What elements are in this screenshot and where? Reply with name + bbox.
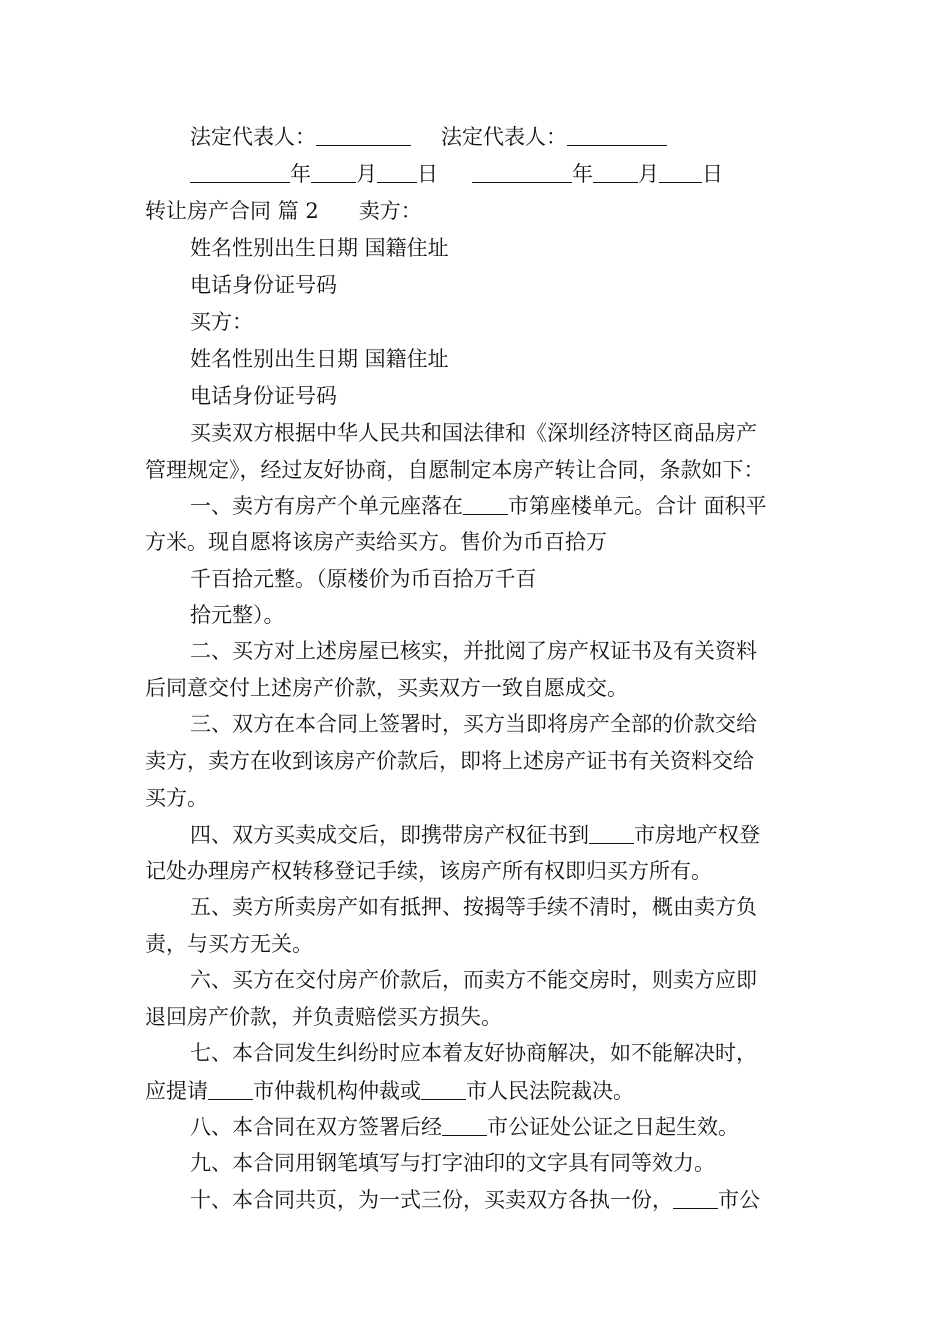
clause-6-line-1: 六、买方在交付房产价款后，而卖方不能交房时，则卖方应即 (190, 968, 757, 992)
day-label: 日 (417, 162, 438, 186)
clause-2-line-2: 后同意交付上述房产价款，买卖双方一致自愿成交。 (145, 676, 628, 700)
clause-5-line-2: 责，与买方无关。 (145, 932, 313, 956)
seller-fields-1: 姓名性别出生日期 国籍住址 (190, 236, 449, 260)
clause-1-text-a: 一、卖方有房产个单元座落在 (190, 494, 463, 518)
clause-9-line: 九、本合同用钢笔填写与打字油印的文字具有同等效力。 (190, 1151, 715, 1175)
clause-5-line-1: 五、卖方所卖房产如有抵押、按揭等手续不清时，概由卖方负 (190, 895, 757, 919)
clause-4-line-1 (190, 824, 760, 846)
seller-fields-2: 电话身份证号码 (190, 273, 337, 297)
clause-7-line-2 (145, 1080, 634, 1102)
intro-line-1: 买卖双方根据中华人民共和国法律和《深圳经济特区商品房产 (190, 421, 757, 445)
clause-3-line-2: 卖方，卖方在收到该房产价款后，即将上述房产证书有关资料交给 (145, 749, 754, 773)
clause-4-line-2: 记处办理房产权转移登记手续，该房产所有权即归买方所有。 (145, 859, 712, 883)
clause-8-text-a: 八、本合同在双方签署后经 (190, 1115, 442, 1139)
clause-3-line-3: 买方。 (145, 786, 208, 810)
month-label: 月 (638, 162, 659, 186)
clause-7-text-c: 市人民法院裁决。 (466, 1079, 634, 1103)
clause-10-text-a: 十、本合同共页，为一式三份，买卖双方各执一份， (190, 1188, 673, 1212)
contract-title: 转让房产合同 篇 2 (145, 199, 319, 223)
clause-4-text-a: 四、双方买卖成交后，即携带房产权征书到 (190, 823, 589, 847)
rep-label-right: 法定代表人： (441, 125, 567, 149)
buyer-label: 买方： (190, 310, 253, 334)
clause-7-line-1: 七、本合同发生纠纷时应本着友好协商解决，如不能解决时， (190, 1041, 757, 1065)
intro-line-2: 管理规定》，经过友好协商，自愿制定本房产转让合同，条款如下： (145, 458, 765, 482)
city-blank (463, 495, 508, 515)
city-blank (208, 1080, 253, 1100)
clause-1-line-3: 千百拾元整。（原楼价为币百拾万千百 (190, 567, 537, 591)
year-blank-left (190, 163, 290, 183)
rep-label-left: 法定代表人： (190, 125, 316, 149)
clause-10-text-b: 市公 (718, 1188, 760, 1212)
clause-10-line (190, 1189, 760, 1211)
clause-1-line-4: 拾元整）。 (190, 603, 285, 627)
section-heading (145, 201, 422, 222)
year-blank-right (472, 163, 572, 183)
buyer-fields-1: 姓名性别出生日期 国籍住址 (190, 347, 449, 371)
day-blank-right (659, 163, 702, 183)
city-blank (442, 1116, 487, 1136)
clause-7-text-a: 应提请 (145, 1079, 208, 1103)
month-blank-right (593, 163, 638, 183)
clause-7-text-b: 市仲裁机构仲裁或 (253, 1079, 421, 1103)
rep-blank-left (316, 126, 411, 146)
clause-4-text-b: 市房地产权登 (634, 823, 760, 847)
year-label: 年 (290, 162, 311, 186)
city-blank (589, 824, 634, 844)
clause-1-text-b: 市第座楼单元。合计 面积平 (508, 494, 767, 518)
month-blank-left (311, 163, 356, 183)
city-blank (421, 1080, 466, 1100)
representative-line (190, 126, 667, 148)
buyer-fields-2: 电话身份证号码 (190, 384, 337, 408)
day-blank-left (377, 163, 417, 183)
seller-label: 卖方： (358, 199, 422, 223)
rep-blank-right (567, 126, 667, 146)
clause-8-line (190, 1116, 739, 1138)
clause-1-line-1 (190, 495, 767, 517)
date-line (190, 163, 723, 185)
day-label: 日 (702, 162, 723, 186)
clause-8-text-b: 市公证处公证之日起生效。 (487, 1115, 739, 1139)
clause-3-line-1: 三、双方在本合同上签署时，买方当即将房产全部的价款交给 (190, 712, 757, 736)
city-blank (673, 1189, 718, 1209)
clause-6-line-2: 退回房产价款，并负责赔偿买方损失。 (145, 1005, 502, 1029)
month-label: 月 (356, 162, 377, 186)
clause-1-line-2: 方米。现自愿将该房产卖给买方。售价为币百拾万 (145, 530, 607, 554)
year-label: 年 (572, 162, 593, 186)
clause-2-line-1: 二、买方对上述房屋已核实，并批阅了房产权证书及有关资料 (190, 639, 757, 663)
